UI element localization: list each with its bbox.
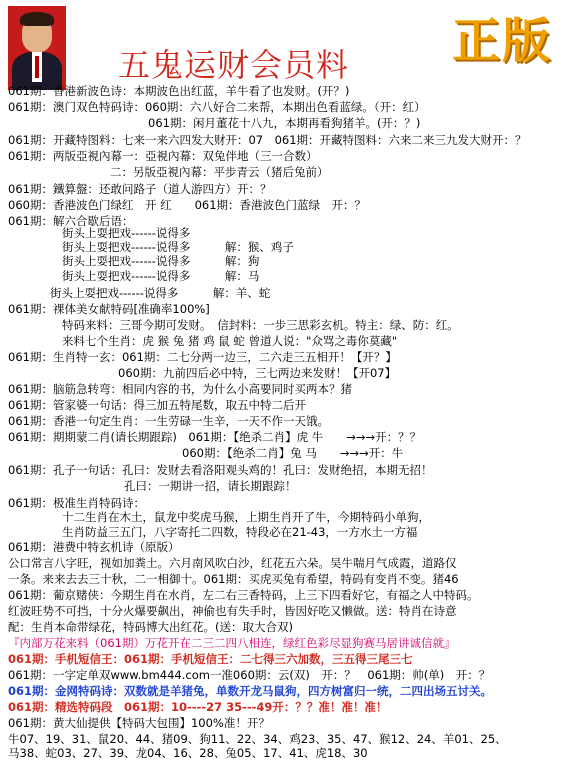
- lines-line: 街头上耍把戏------说得多 解：马: [62, 269, 260, 283]
- lines-line: 街头上耍把戏------说得多 解：狗: [62, 254, 260, 268]
- lines-line: 060期：【绝杀二肖】兔 马 →→→开：牛: [182, 446, 404, 460]
- author-photo: [8, 6, 66, 90]
- lines-line: 061期：澳门双色特码诗：060期：六八好合二来帮，本期出色看蓝绿。（开：红）: [8, 100, 426, 114]
- lines-line: 街头上耍把戏------说得多: [62, 226, 191, 240]
- page-title: 五鬼运财会员料: [118, 46, 350, 84]
- lines-line: 061期：孔子一句话：孔曰：发财去看洛阳观头鸡的！孔曰：发财绝招，本期无招！: [8, 463, 433, 477]
- lines-line: 061期：期期蒙二肖(请长期跟踪) 061期：【绝杀二肖】虎 牛 →→→开：？？: [8, 430, 422, 444]
- color_lines-line: 061期：一字定单双www.bm444.com一准060期：云(双) 开：？ 061期：帅(单) 开：？: [8, 668, 491, 682]
- lines-line: 060期：香港波色门绿红 开 红 061期：香港波色门蓝绿 开：？: [8, 198, 367, 212]
- lines-line: 061期：脑筋急转弯：相同内容的书，为什么小高要同时买两本？猪: [8, 382, 352, 396]
- lines-line: 配：生肖本命带绿花，特码博大出红花。(送：取大合双): [8, 620, 293, 634]
- lines-line: 061期：解六合歇后语：: [8, 214, 134, 228]
- lines-line: 来料七个生肖：虎 猴 兔 猪 鸡 鼠 蛇 曾道人说："众骂之毒你莫藏": [62, 334, 398, 348]
- lines-line: 060期：九前四后必中特，三七两边来发财！【开07】: [118, 366, 397, 380]
- lines-line: 061期：闲月董花十八九，本期再看狗猪羊。(开：？): [148, 116, 421, 130]
- lines-line: 061期：香港一句定生肖：一生劳碌一生辛，一天不作一天饿。: [8, 414, 329, 428]
- lines-line: 特码来料：三哥今期可发财。 信封料：一步三思彩玄机。特主：绿、防：红。: [62, 318, 459, 332]
- lines-line: 061期：港费中特玄机诗（原版）: [8, 540, 180, 554]
- zodiac-line: 马38、蛇03、27、39、龙04、16、28、兔05、17、41、虎18、30: [8, 746, 368, 760]
- zodiac-line: 牛07、19、31、鼠20、44、猪09、狗11、22、34、鸡23、35、47、猴12、24、羊01、25、: [8, 732, 507, 746]
- lines-line: 二：另版亞視內幕：平步青云（猪后兔前）: [110, 165, 329, 179]
- lines-line: 公口常言八字旺，视如加粪土。六月南风吹白沙，红花五六朵。吴牛喘月气成霞，道路仅: [8, 556, 457, 570]
- lines-line: 红波旺势不可挡，十分火爆要飙出，神偷也有失手时，皆因好吃又懒做。送：特肖在诗意: [8, 604, 457, 618]
- lines-line: 生肖防益三五门，八字寄托二四数，特段必在21-43，一方水土一方福: [62, 525, 418, 539]
- lines-line: 061期：管家婆一句话：得三加五特尾数，取五中特二后开: [8, 398, 306, 412]
- color_lines-line: 061期：黄大仙提供【特码大包围】100%准！开？: [8, 716, 270, 730]
- color_lines-line: 061期：手机短信王：061期：手机短信王：二七得三六加数，三五得三尾三七: [8, 652, 413, 666]
- lines-line: 一条。来来去去三十秋，二一相御十。061期：买虎买兔有希望，特码有变肖不变。猪46: [8, 572, 459, 586]
- lines-line: 061期：极准生肖特码诗：: [8, 496, 145, 510]
- lines-line: 孔曰：一期讲一招，请长期跟踪！: [124, 479, 297, 493]
- lines-line: 十二生肖在木土，鼠龙中奖虎马猴，上期生肖开了牛，今期特码小单狗，: [62, 510, 430, 524]
- lines-line: 061期：开藏特图料：七来一来六四发大财开：07 061期：开藏特图料：六来二来三九发大财开：？: [8, 133, 527, 147]
- lines-line: 061期：葡京赌侠：今期生肖在水肖，左二右三香特码，上三下四看好它，有福之人中特码。: [8, 588, 479, 602]
- lines-line: 061期：裸体美女献特码[准确率100%]: [8, 302, 210, 316]
- lines-line: 061期：生肖特一玄：061期：二七分两一边三，二六走三五相开！【开？】: [8, 350, 397, 364]
- lines-line: 061期：两版亞視內幕一：亞視內幕：双兔伴地（三一合数）: [8, 149, 318, 163]
- lines-line: 061期：鐵算盤：还敢问路子（道人游四方）开：？: [8, 182, 272, 196]
- color_lines-line: 『内部万花来料（061期）万花开在二三二四八相连，绿红色彩尽显狗赛马居讲诚信就』: [8, 636, 456, 650]
- lines-line: 061期：香港新波色诗：本期波色出红蓝，羊牛看了也发财。(开？): [8, 84, 350, 98]
- color_lines-line: 061期：金网特码诗：双数就是羊猪兔，单数开龙马鼠狗，四方树富归一统，二四出场五讨关。: [8, 684, 493, 698]
- lines-line: 街头上耍把戏------说得多 解：羊、蛇: [50, 286, 271, 300]
- color_lines-line: 061期：精选特码段 061期：10----27 35---49开：？？准！准！准！: [8, 700, 388, 714]
- lines-line: 街头上耍把戏------说得多 解：猴、鸡子: [62, 240, 294, 254]
- genuine-stamp: 正版: [452, 13, 553, 69]
